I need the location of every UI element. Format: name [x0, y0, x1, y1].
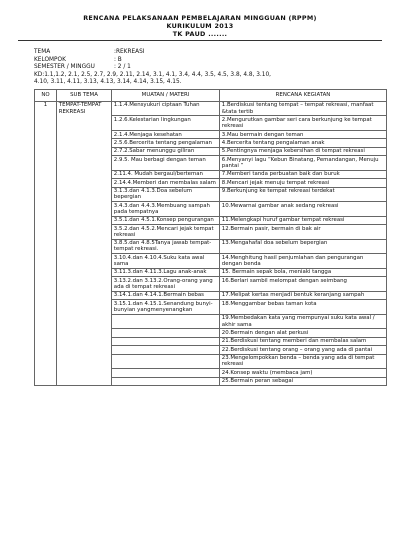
materi-cell: 3.11.3.dan 4.11.3.Lagu anak-anak: [112, 268, 220, 276]
kegiatan-cell: 13.Mengahafal doa sebelum bepergian: [220, 239, 387, 254]
materi-cell: [112, 346, 220, 354]
materi-cell: 2.11.4. Mudah bergaul/berteman: [112, 170, 220, 178]
kegiatan-cell: 19.Membedakan kata yang mempunyai suku kata awal / akhir sama: [220, 314, 387, 329]
kegiatan-cell: 12.Bermain pasir, bermain di bak air: [220, 225, 387, 240]
materi-cell: 3.15.1.dan 4.15.1.Senandung bunyi-bunyian yangmenyenangkan: [112, 300, 220, 315]
materi-cell: 3.4.3.dan 4.4.3.Membuang sampah pada tempatnya: [112, 202, 220, 217]
header-rencana-kegiatan: RENCANA KEGIATAN: [220, 89, 387, 101]
materi-cell: [112, 314, 220, 329]
rppm-table: [34, 89, 387, 386]
kegiatan-cell: 17.Melipat kertas menjadi bentuk keranjang sampah: [220, 291, 387, 299]
kd-line-2: 4.10, 3.11, 4.11, 3.13, 4.13, 3.14, 4.14, 3.15, 4.15.: [34, 79, 182, 86]
meta-block: [12, 49, 388, 72]
materi-cell: 2.14.4.Memberi dan membalas salam: [112, 179, 220, 187]
materi-cell: [112, 377, 220, 385]
kegiatan-cell: 8.Mencari jejak menuju tempat rekreasi: [220, 179, 387, 187]
tema-label: TEMA: [34, 49, 51, 55]
kegiatan-cell: 1.Berdiskusi tentang tempat – tempat rekreasi, manfaat &tata tertib: [220, 101, 387, 116]
materi-cell: 2.5.6.Bercerita tentang pengalaman: [112, 139, 220, 147]
kd-line-1: KD:1.1,1.2, 2.1, 2.5, 2.7, 2.9, 2.11, 2.14, 3.1, 4.1, 3.4, 4.4, 3.5, 4.5, 3.8, 4.8, 3.10,: [34, 71, 271, 78]
materi-cell: 1.2.6.Kelestarian lingkungan: [112, 116, 220, 131]
materi-cell: 3.5.2.dan 4.5.2.Mencari jejak tempat rekreasi: [112, 225, 220, 240]
header-muatan-materi: MUATAN / MATERI: [112, 89, 220, 101]
table-body: [35, 101, 387, 385]
semester-value: : 2 / 1: [114, 64, 131, 71]
kegiatan-cell: 5.Pentingnya menjaga kebersihan di tempat rekreasi: [220, 147, 387, 155]
materi-cell: 1.1.4.Mensyukuri ciptaan Tuhan: [112, 101, 220, 116]
kegiatan-cell: 2.Mengurutkan gambar seri cara berkunjung ke tempat rekreasi: [220, 116, 387, 131]
materi-cell: 2.7.2.Sabar menunggu giliran: [112, 147, 220, 155]
title-divider: [18, 40, 382, 41]
meta-semester: [34, 64, 388, 72]
kegiatan-cell: 16.Berlari sambil melompat dengan seimbang: [220, 277, 387, 292]
meta-kelompok: [34, 57, 388, 65]
kegiatan-cell: 10.Mewarnai gambar anak sedang rekreasi: [220, 202, 387, 217]
materi-cell: 3.13.2.dan 3.13.2.Orang-orang yang ada di tempat rekreasi: [112, 277, 220, 292]
kegiatan-cell: 22.Berdiskusi tentang orang – orang yang ada di pantai: [220, 346, 387, 354]
materi-cell: 3.1.3.dan 4.1.3.Doa sebelum bepergian: [112, 187, 220, 202]
tema-value: :REKREASI: [114, 49, 145, 55]
kelompok-label: KELOMPOK: [34, 56, 66, 63]
materi-cell: 3.5.1.dan 4.5.1.Konsep pengurangan: [112, 216, 220, 224]
kegiatan-cell: 7.Memberi tanda perbuatan baik dan buruk: [220, 170, 387, 178]
kegiatan-cell: 23.Mengelompokkan benda – benda yang ada di tempat rekreasi: [220, 354, 387, 369]
kegiatan-cell: 4.Bercerita tentang pengalaman anak: [220, 139, 387, 147]
kegiatan-cell: 20.Bermain dengan alat perkusi: [220, 329, 387, 337]
kegiatan-cell: 25.Bermain peran sebagai: [220, 377, 387, 385]
materi-cell: [112, 329, 220, 337]
materi-cell: 2.9.5. Mau berbagi dengan teman: [112, 156, 220, 171]
row-number: 1: [35, 101, 57, 385]
header-no: NO: [35, 89, 57, 101]
materi-cell: 3.8.5.dan 4.8.5Tanya jawab tempat-tempat rekreasi.: [112, 239, 220, 254]
materi-cell: 3.14.1.dan 4.14.1.Bermain bebas: [112, 291, 220, 299]
materi-cell: [112, 354, 220, 369]
kegiatan-cell: 9.Berkunjung ke tempat rekreasi terdekat: [220, 187, 387, 202]
meta-tema: [34, 49, 388, 57]
document-title-line2: KURIKULUM 2013: [166, 22, 234, 30]
kelompok-value: : B: [114, 56, 122, 63]
materi-cell: [112, 337, 220, 345]
materi-cell: 2.1.4.Menjaga kesehatan: [112, 130, 220, 138]
kegiatan-cell: 18.Menggambar bebas taman kota: [220, 300, 387, 315]
table-header-row: [35, 89, 387, 101]
sub-tema-cell: TEMPAT-TEMPAT REKREASI: [57, 101, 112, 385]
semester-label: SEMESTER / MINGGU: [34, 64, 95, 71]
kegiatan-cell: 11.Melengkapi huruf gambar tempat rekreasi: [220, 216, 387, 224]
kegiatan-cell: 3.Mau bermain dengan teman: [220, 130, 387, 138]
document-title-line3: TK PAUD .......: [172, 30, 228, 38]
materi-cell: 3.10.4.dan 4.10.4.Suku kata awal sama: [112, 254, 220, 269]
document-title-line1: RENCANA PELAKSANAAN PEMBELAJARAN MINGGUAN (RPPM): [83, 14, 317, 22]
kegiatan-cell: 14.Menghitung hasil penjumlahan dan pengurangan dengan benda: [220, 254, 387, 269]
kegiatan-cell: 6.Menyanyi lagu “Kebun Binatang, Pemandangan, Menuju pantai ”: [220, 156, 387, 171]
header-sub-tema: SUB TEMA: [57, 89, 112, 101]
table-row: [35, 101, 387, 116]
kegiatan-cell: 21.Berdiskusi tentang memberi dan membalas salam: [220, 337, 387, 345]
materi-cell: [112, 369, 220, 377]
kegiatan-cell: 15. Bermain sepak bola, meniaki tangga: [220, 268, 387, 276]
kegiatan-cell: 24.Konsep waktu (membaca jam): [220, 369, 387, 377]
